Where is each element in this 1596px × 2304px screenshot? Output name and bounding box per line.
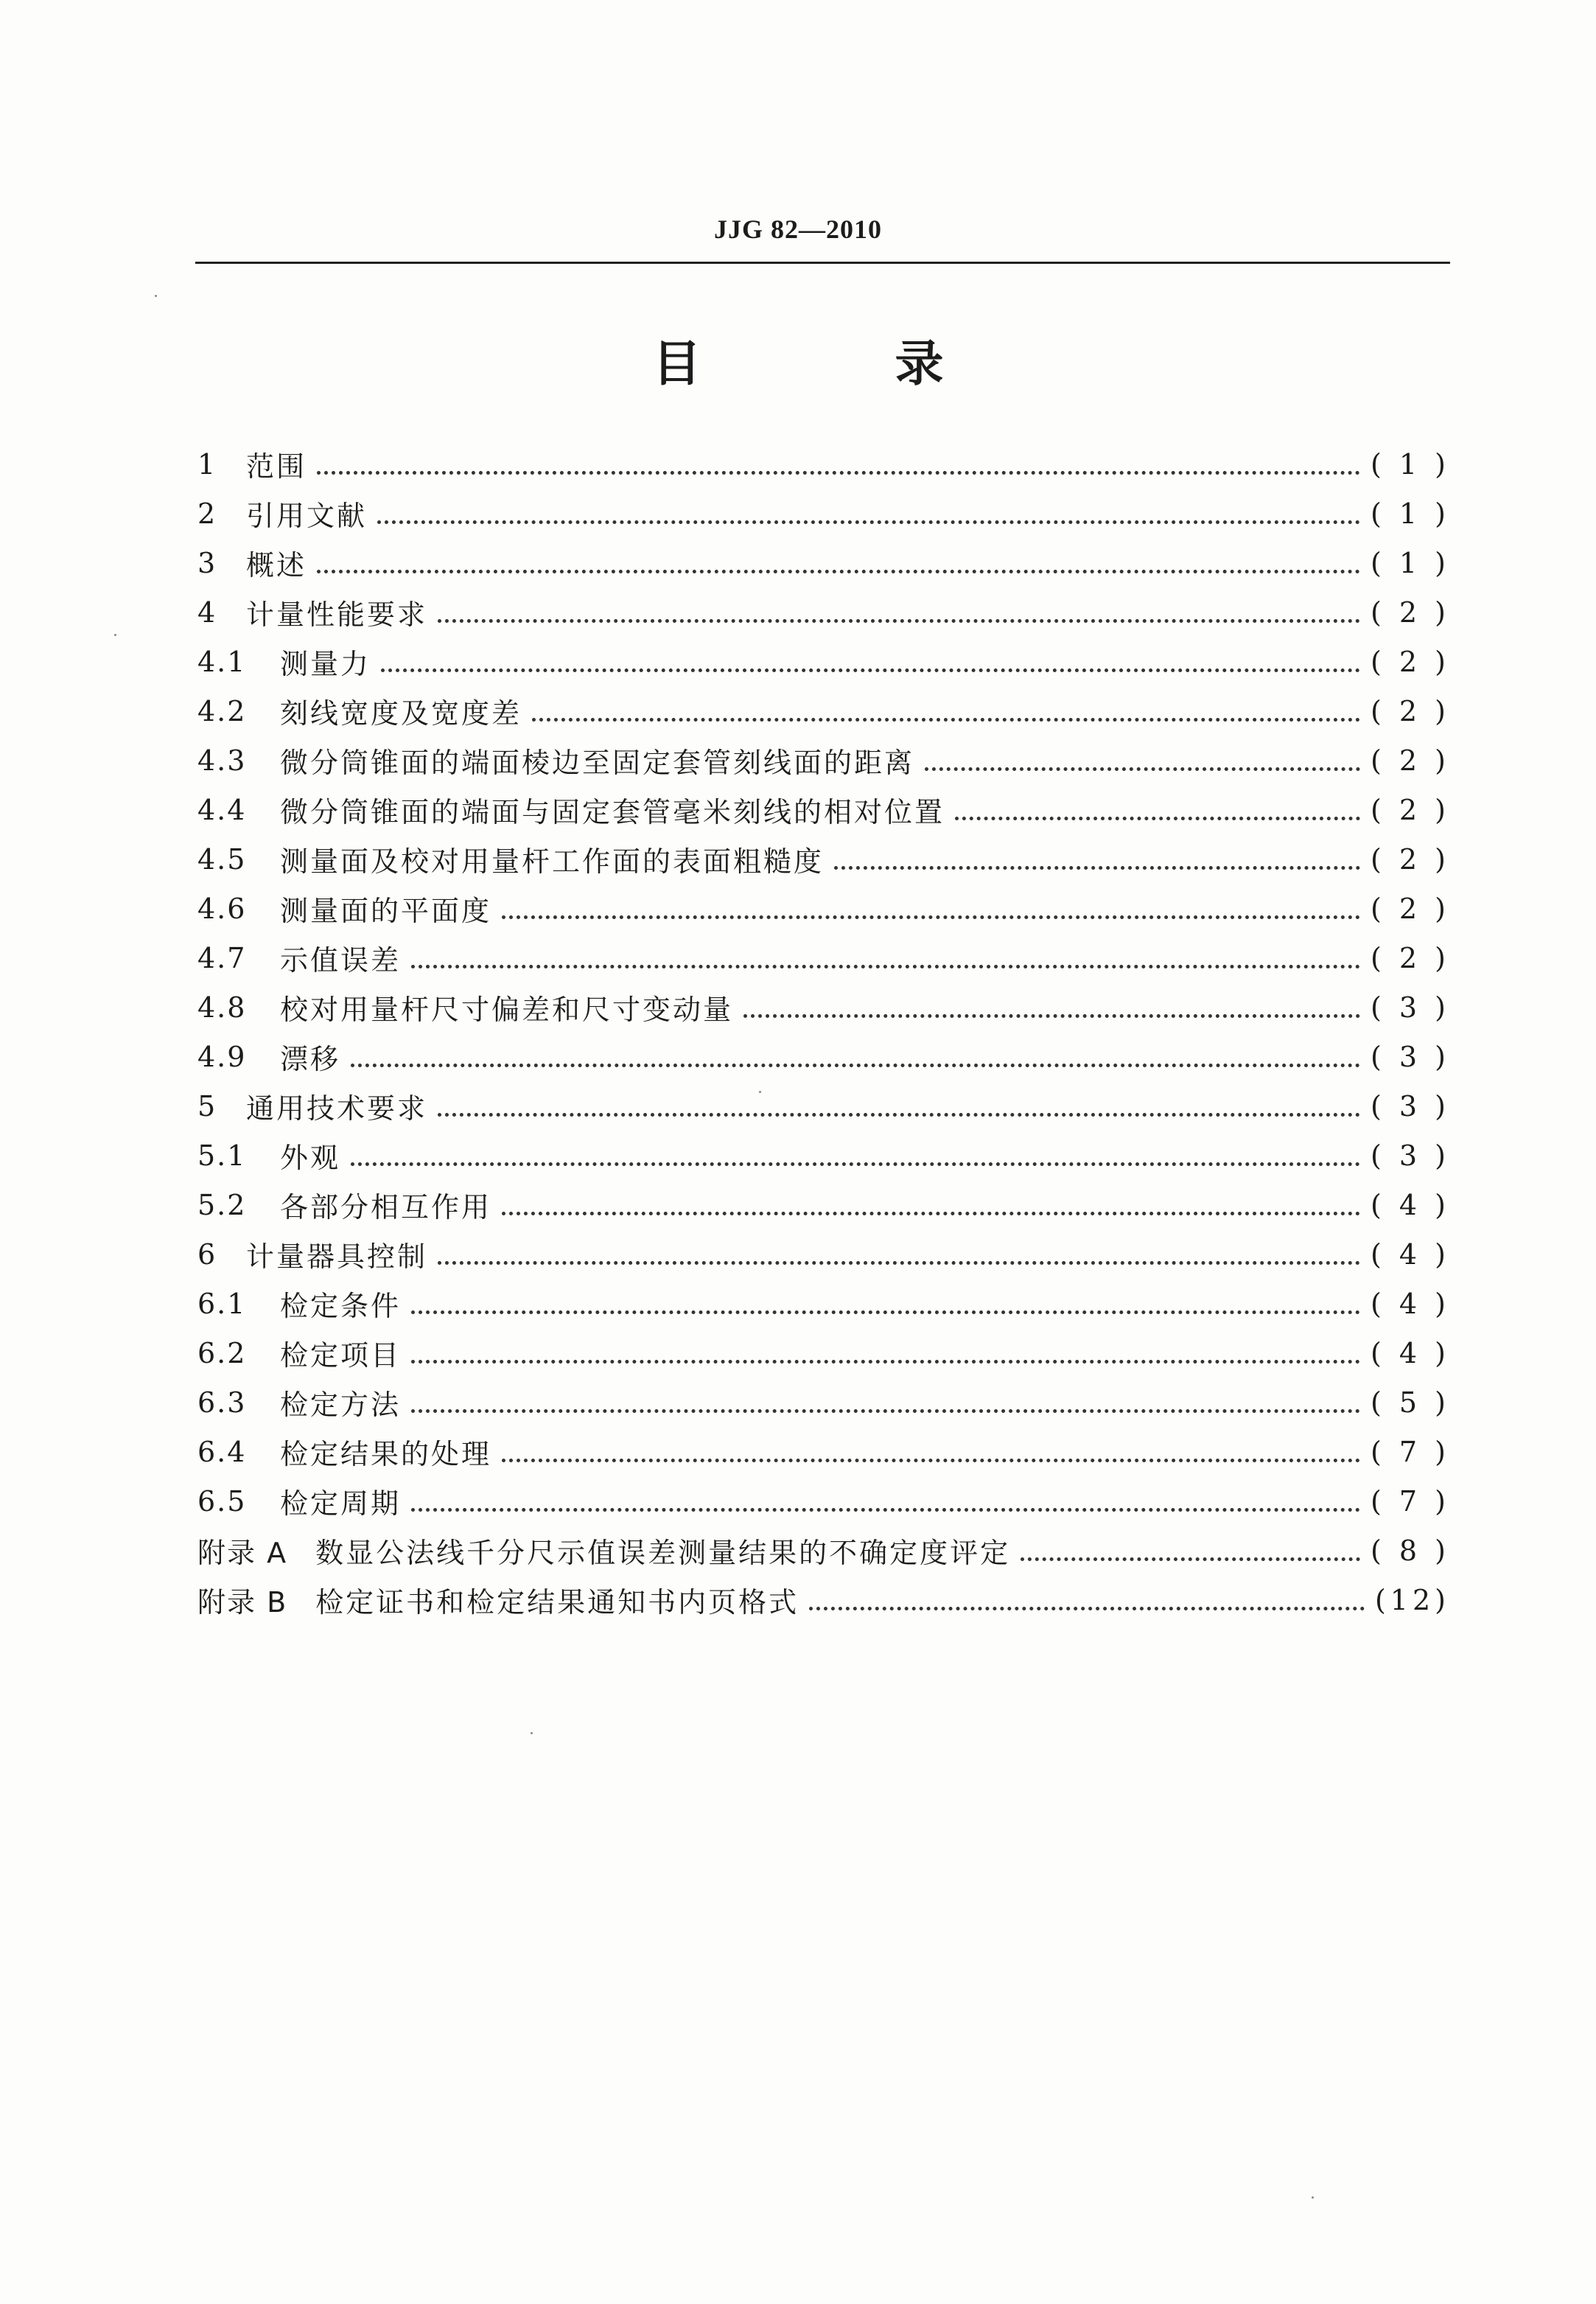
toc-entry-label: 范围 — [246, 450, 307, 483]
toc-entry-number: 6.4 — [197, 1435, 247, 1468]
toc-entry[interactable] — [197, 736, 1450, 785]
toc-entry-label: 检定证书和检定结果通知书内页格式 — [315, 1586, 799, 1619]
toc-entry-number: 4.1 — [197, 645, 247, 678]
toc-entry[interactable] — [197, 637, 1450, 686]
toc-entry-label: 计量性能要求 — [246, 598, 428, 631]
toc-entry-label: 引用文献 — [246, 500, 368, 532]
toc-entry[interactable] — [197, 1081, 1450, 1131]
toc-entry-label: 测量面的平面度 — [280, 895, 492, 927]
toc-entry[interactable] — [197, 1279, 1450, 1328]
toc-entry-page: ( 1 ) — [1371, 546, 1450, 579]
toc-entry-number: 4.6 — [197, 892, 247, 925]
toc-entry-number: 4.8 — [197, 991, 247, 1024]
toc-entry[interactable] — [197, 1378, 1450, 1427]
toc-entry[interactable] — [197, 1229, 1450, 1279]
toc-entry[interactable] — [197, 785, 1450, 834]
toc-entry-page: ( 2 ) — [1371, 694, 1450, 727]
toc-entry-number: 4.3 — [197, 744, 247, 777]
toc-entry[interactable] — [197, 1476, 1450, 1526]
toc-leader-dots — [502, 915, 1360, 919]
toc-entry-label: 计量器具控制 — [246, 1240, 428, 1273]
toc-entry[interactable] — [197, 982, 1450, 1032]
toc-entry-page: ( 2 ) — [1371, 842, 1450, 876]
toc-entry-label: 概述 — [246, 549, 307, 582]
toc-entry-page: ( 2 ) — [1371, 892, 1450, 925]
toc-leader-dots — [502, 1212, 1360, 1215]
toc-leader-dots — [411, 1310, 1360, 1314]
toc-entry-label: 各部分相互作用 — [280, 1191, 492, 1223]
toc-leader-dots — [438, 1113, 1360, 1117]
toc-leader-dots — [532, 718, 1360, 722]
toc-entry-page: ( 3 ) — [1371, 991, 1450, 1024]
toc-entry-number: 4.7 — [197, 941, 247, 974]
toc-entry-page: ( 3 ) — [1371, 1040, 1450, 1073]
toc-leader-dots — [955, 817, 1360, 820]
toc-entry[interactable] — [197, 933, 1450, 982]
toc-entry-label: 微分筒锥面的端面棱边至固定套管刻线面的距离 — [280, 747, 915, 779]
toc-entry[interactable] — [197, 1526, 1450, 1575]
toc-entry[interactable] — [197, 587, 1450, 637]
toc-entry[interactable] — [197, 834, 1450, 884]
toc-entry-page: ( 5 ) — [1371, 1386, 1450, 1419]
scan-speck — [155, 295, 157, 297]
toc-entry[interactable] — [197, 489, 1450, 538]
toc-entry-page: ( 2 ) — [1371, 941, 1450, 974]
toc-entry-page: ( 2 ) — [1371, 596, 1450, 629]
toc-entry-label: 检定条件 — [280, 1290, 402, 1322]
toc-entry-label: 漂移 — [280, 1043, 341, 1075]
toc-entry-number: 4 — [197, 596, 217, 629]
toc-title: 目 录 — [652, 335, 1032, 392]
toc-entry-number: 附录 B — [197, 1586, 288, 1619]
toc-leader-dots — [502, 1459, 1360, 1462]
toc-leader-dots — [411, 1409, 1360, 1413]
toc-leader-dots — [317, 471, 1360, 475]
toc-entry-number: 6.3 — [197, 1386, 247, 1419]
toc-entry-page: ( 4 ) — [1371, 1188, 1450, 1221]
toc-leader-dots — [351, 1064, 1360, 1067]
toc-leader-dots — [1021, 1557, 1360, 1561]
scan-speck — [759, 1091, 761, 1093]
table-of-contents — [197, 439, 1450, 1624]
header-rule — [195, 262, 1450, 264]
toc-entry-number: 4.2 — [197, 694, 247, 727]
toc-entry-page: ( 2 ) — [1371, 645, 1450, 678]
toc-entry-number: 4.9 — [197, 1040, 247, 1073]
toc-entry-number: 5 — [197, 1089, 217, 1123]
toc-entry[interactable] — [197, 1131, 1450, 1180]
toc-entry[interactable] — [197, 1180, 1450, 1229]
toc-entry-page: ( 4 ) — [1371, 1237, 1450, 1271]
toc-entry-page: ( 3 ) — [1371, 1139, 1450, 1172]
toc-entry-number: 6.2 — [197, 1336, 247, 1369]
toc-entry[interactable] — [197, 1575, 1450, 1624]
toc-entry[interactable] — [197, 538, 1450, 587]
toc-entry-number: 6.5 — [197, 1484, 247, 1518]
toc-entry-page: ( 4 ) — [1371, 1287, 1450, 1320]
toc-entry[interactable] — [197, 686, 1450, 736]
toc-entry-page: (12) — [1374, 1583, 1450, 1616]
toc-entry-page: ( 2 ) — [1371, 744, 1450, 777]
toc-entry-label: 外观 — [280, 1142, 341, 1174]
toc-entry-label: 校对用量杆尺寸偏差和尺寸变动量 — [280, 994, 734, 1026]
toc-entry-page: ( 3 ) — [1371, 1089, 1450, 1123]
toc-leader-dots — [809, 1607, 1365, 1610]
toc-entry[interactable] — [197, 884, 1450, 933]
toc-entry-label: 检定项目 — [280, 1339, 402, 1372]
toc-entry[interactable] — [197, 1328, 1450, 1378]
toc-entry-page: ( 8 ) — [1371, 1534, 1450, 1567]
toc-entry[interactable] — [197, 1032, 1450, 1081]
toc-entry-page: ( 1 ) — [1371, 447, 1450, 481]
toc-entry-label: 测量力 — [280, 648, 371, 680]
toc-entry-number: 4.4 — [197, 793, 247, 826]
toc-entry-page: ( 7 ) — [1371, 1484, 1450, 1518]
toc-entry-number: 5.2 — [197, 1188, 247, 1221]
toc-entry-label: 数显公法线千分尺示值误差测量结果的不确定度评定 — [315, 1537, 1011, 1569]
toc-leader-dots — [411, 965, 1360, 968]
toc-leader-dots — [411, 1508, 1360, 1512]
toc-entry-label: 通用技术要求 — [246, 1092, 428, 1125]
toc-entry-page: ( 4 ) — [1371, 1336, 1450, 1369]
toc-entry-page: ( 2 ) — [1371, 793, 1450, 826]
toc-leader-dots — [438, 1261, 1360, 1265]
toc-entry-label: 示值误差 — [280, 944, 402, 977]
scan-speck — [114, 634, 116, 636]
toc-entry-number: 5.1 — [197, 1139, 247, 1172]
toc-leader-dots — [381, 668, 1360, 672]
toc-entry-label: 检定结果的处理 — [280, 1438, 492, 1470]
toc-entry-label: 测量面及校对用量杆工作面的表面粗糙度 — [280, 845, 825, 878]
toc-leader-dots — [351, 1162, 1360, 1166]
toc-entry-number: 3 — [197, 546, 217, 579]
toc-entry-label: 刻线宽度及宽度差 — [280, 697, 522, 730]
toc-entry[interactable] — [197, 439, 1450, 489]
scan-speck — [1312, 2196, 1314, 2199]
toc-entry-number: 1 — [197, 447, 217, 481]
toc-leader-dots — [377, 520, 1360, 524]
document-code: JJG 82—2010 — [713, 214, 882, 244]
toc-entry[interactable] — [197, 1427, 1450, 1476]
toc-leader-dots — [925, 767, 1360, 771]
toc-leader-dots — [834, 866, 1360, 870]
toc-entry-number: 6 — [197, 1237, 217, 1271]
toc-entry-number: 2 — [197, 497, 217, 530]
toc-entry-number: 6.1 — [197, 1287, 247, 1320]
toc-leader-dots — [743, 1014, 1360, 1018]
scan-speck — [531, 1732, 533, 1734]
toc-entry-label: 检定方法 — [280, 1389, 402, 1421]
toc-entry-number: 附录 A — [197, 1537, 288, 1569]
toc-leader-dots — [317, 570, 1360, 573]
toc-entry-number: 4.5 — [197, 842, 247, 876]
toc-entry-page: ( 7 ) — [1371, 1435, 1450, 1468]
toc-leader-dots — [438, 619, 1360, 623]
toc-entry-label: 微分筒锥面的端面与固定套管毫米刻线的相对位置 — [280, 796, 945, 828]
toc-entry-label: 检定周期 — [280, 1487, 402, 1520]
toc-entry-page: ( 1 ) — [1371, 497, 1450, 530]
toc-leader-dots — [411, 1360, 1360, 1364]
